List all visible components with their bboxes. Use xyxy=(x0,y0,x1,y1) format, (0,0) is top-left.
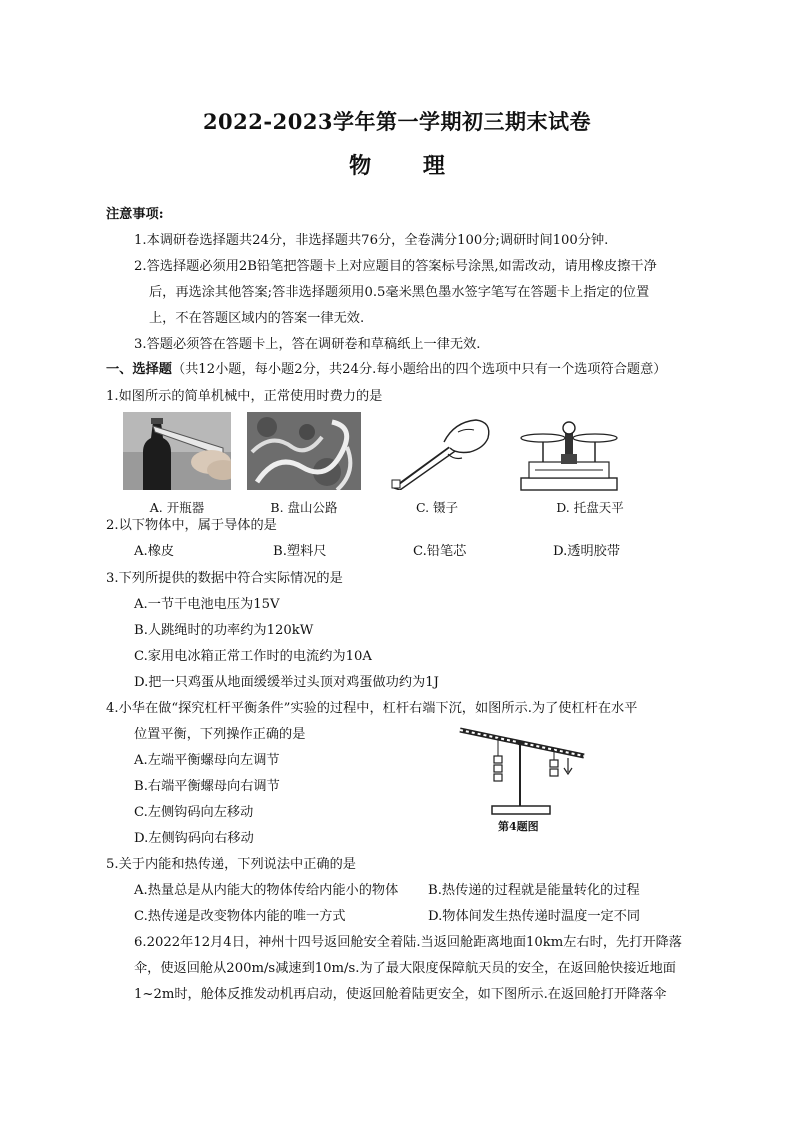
notice-heading: 注意事项: xyxy=(106,207,164,222)
q2-stem: 2.以下物体中，属于导体的是 xyxy=(106,518,277,533)
q6-line-3: 1~2m时，舱体反推发动机再启动，使返回舱着陆更安全，如下图所示.在返回舱打开降落伞 xyxy=(134,987,667,1002)
q4-option-c: C.左侧钩码向左移动 xyxy=(134,805,254,820)
lever-figure xyxy=(456,726,588,818)
q1-option-d: D. 托盘天平 xyxy=(556,500,624,515)
notice-item-3: 3.答题必须答在答题卡上，答在调研卷和草稿纸上一律无效. xyxy=(134,337,481,352)
q2-option-a: A.橡皮 xyxy=(134,544,175,559)
section-heading xyxy=(106,361,666,379)
q3-option-c: C.家用电冰箱正常工作时的电流约为10A xyxy=(134,649,372,664)
q4-option-a: A.左端平衡螺母向左调节 xyxy=(134,753,280,768)
notice-item-1: 1.本调研卷选择题共24分，非选择题共76分，全卷满分100分;调研时间100分钟. xyxy=(134,233,609,248)
q6-line-2: 伞，使返回舱从200m/s减速到10m/s.为了最大限度保障航天员的安全，在返回舱快接近地面 xyxy=(134,961,676,976)
q3-option-b: B.人跳绳时的功率约为120kW xyxy=(134,623,314,638)
q3-option-a: A.一节干电池电压为15V xyxy=(134,597,280,612)
q2-option-d: D.透明胶带 xyxy=(553,544,621,559)
q5-stem: 5.关于内能和热传递，下列说法中正确的是 xyxy=(106,857,356,872)
notice-item-2-cont: 后，再选涂其他答案;答非选择题须用0.5毫米黑色墨水签字笔写在答题卡上指定的位置 xyxy=(149,285,650,300)
q3-stem: 3.下列所提供的数据中符合实际情况的是 xyxy=(106,571,343,586)
q6-line-1: 6.2022年12月4日，神州十四号返回舱安全着陆.当返回舱距离地面10km左右时，先打开降落 xyxy=(134,935,682,950)
exam-title: 2022-2023学年第一学期初三期末试卷 xyxy=(202,109,592,134)
q4-stem-line1: 4.小华在做“探究杠杆平衡条件”实验的过程中，杠杆右端下沉，如图所示.为了使杠杆在水平 xyxy=(106,701,638,716)
q4-figure-caption: 第4题图 xyxy=(498,820,539,833)
q4-option-d: D.左侧钩码向右移动 xyxy=(134,831,254,846)
q2-option-c: C.铅笔芯 xyxy=(413,544,467,559)
q4-stem-line2: 位置平衡，下列操作正确的是 xyxy=(134,727,306,742)
bottle-opener-photo xyxy=(123,412,231,490)
q1-option-c: C. 镊子 xyxy=(415,500,459,515)
subject-title: 物 理 xyxy=(349,153,467,179)
q2-option-b: B.塑料尺 xyxy=(273,544,327,559)
q4-option-b: B.右端平衡螺母向右调节 xyxy=(134,779,280,794)
q3-option-d: D.把一只鸡蛋从地面缓缓举过头顶对鸡蛋做功约为1J xyxy=(134,675,439,690)
section-label: 一、选择题 xyxy=(106,362,172,377)
q5-option-b: B.热传递的过程就是能量转化的过程 xyxy=(428,883,640,898)
tweezers-drawing xyxy=(384,414,494,490)
q1-option-b: B. 盘山公路 xyxy=(270,500,338,515)
balance-scale-drawing xyxy=(513,416,623,492)
notice-item-2: 2.答选择题必须用2B铅笔把答题卡上对应题目的答案标号涂黑,如需改动，请用橡皮擦干净 xyxy=(134,259,657,274)
q1-stem: 1.如图所示的简单机械中，正常使用时费力的是 xyxy=(106,389,383,404)
q5-option-c: C.热传递是改变物体内能的唯一方式 xyxy=(134,909,346,924)
q5-option-a: A.热量总是从内能大的物体传给内能小的物体 xyxy=(134,883,399,898)
mountain-road-photo xyxy=(247,412,361,490)
notice-item-2-cont2: 上，不在答题区域内的答案一律无效. xyxy=(149,311,365,326)
q5-option-d: D.物体间发生热传递时温度一定不同 xyxy=(428,909,641,924)
section-desc: （共12小题，每小题2分，共24分.每小题给出的四个选项中只有一个选项符合题意） xyxy=(171,362,667,377)
q1-option-a: A. 开瓶器 xyxy=(149,500,205,515)
